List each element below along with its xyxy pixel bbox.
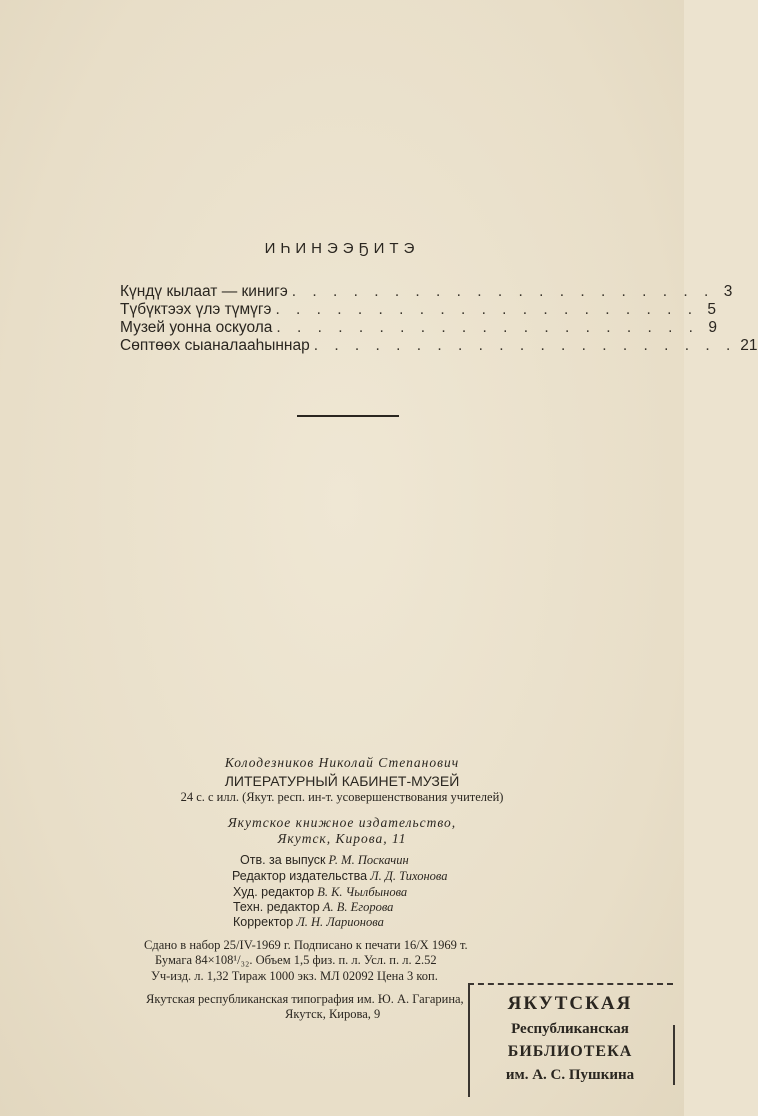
toc-entry-page: 5: [707, 301, 716, 318]
stamp-line: ЯКУТСКАЯ: [507, 993, 633, 1014]
print-details-line: Уч-изд. л. 1,32 Тираж 1000 экз. МЛ 02092 Цена 3 коп.: [151, 969, 438, 983]
toc-entry: [120, 337, 758, 355]
credit-line: [233, 885, 407, 900]
credit-name: Л. Н. Ларионова: [296, 915, 384, 929]
printer-line: Якутская республиканская типография им. Ю. А. Гагарина,: [146, 992, 464, 1006]
toc-entry: [120, 301, 716, 319]
stamp-line: БИБЛИОТЕКА: [507, 1043, 633, 1060]
toc-entry-title: Түбүктээх үлэ түмүгэ: [120, 301, 272, 318]
credit-role: Техн. редактор: [233, 900, 320, 914]
imprint-publisher: Якутское книжное издательство,: [227, 815, 457, 830]
imprint-description: 24 с. с илл. (Якут. респ. ин-т. усовершенствования учителей): [180, 790, 504, 804]
toc-leader-dots: . . . . . . . . . . . . . . . . . . . . .: [313, 337, 737, 354]
credit-line: [232, 869, 448, 884]
stamp-border: [673, 1025, 675, 1085]
imprint-author: Колодезников Николай Степанович: [224, 755, 460, 770]
credit-name: Р. М. Поскачин: [328, 853, 409, 867]
credit-role: Редактор издательства: [232, 869, 368, 883]
toc-entry-title: Музей уонна оскуола: [120, 319, 273, 336]
credit-role: Худ. редактор: [233, 885, 315, 899]
toc-entry: [120, 283, 733, 301]
imprint-publisher-address: Якутск, Кирова, 11: [277, 831, 407, 846]
credit-line: [233, 900, 393, 915]
printer-line: Якутск, Кирова, 9: [285, 1007, 381, 1021]
imprint-book-title: ЛИТЕРАТУРНЫЙ КАБИНЕТ-МУЗЕЙ: [224, 773, 460, 789]
toc-entry-page: 9: [708, 319, 717, 336]
toc-leader-dots: . . . . . . . . . . . . . . . . . . . . .: [275, 301, 698, 318]
credit-name: Л. Д. Тихонова: [370, 869, 448, 883]
print-details-line: Бумага 84×108¹/₃₂. Объем 1,5 физ. п. л. Усл. п. л. 2.52: [155, 953, 437, 967]
toc-entry-title: Сөптөөх сыаналааһыннар: [120, 337, 310, 354]
credit-name: А. В. Егорова: [322, 900, 394, 914]
toc-leader-dots: . . . . . . . . . . . . . . . . . . . . .: [291, 283, 715, 300]
toc-heading: ИҺИНЭЭҔИТЭ: [264, 240, 420, 257]
credit-line: [233, 915, 384, 930]
credit-name: В. К. Чылбынова: [317, 885, 408, 899]
library-stamp: [468, 983, 673, 1097]
toc-entry: [120, 319, 717, 337]
table-of-contents: [120, 283, 758, 355]
divider-rule: [297, 415, 399, 417]
credit-role: Корректор: [233, 915, 294, 929]
toc-entry-page: 3: [723, 283, 733, 300]
toc-entry-page: 21: [740, 337, 758, 354]
stamp-line: им. А. С. Пушкина: [505, 1067, 635, 1083]
toc-entry-title: Күндү кылаат — кинигэ: [120, 283, 288, 300]
toc-leader-dots: . . . . . . . . . . . . . . . . . . . . .: [276, 319, 699, 336]
credit-line: [240, 853, 409, 868]
credit-role: Отв. за выпуск: [240, 853, 326, 867]
print-details-line: Сдано в набор 25/IV-1969 г. Подписано к печати 16/X 1969 т.: [144, 938, 468, 952]
stamp-line: Республиканская: [511, 1021, 629, 1037]
